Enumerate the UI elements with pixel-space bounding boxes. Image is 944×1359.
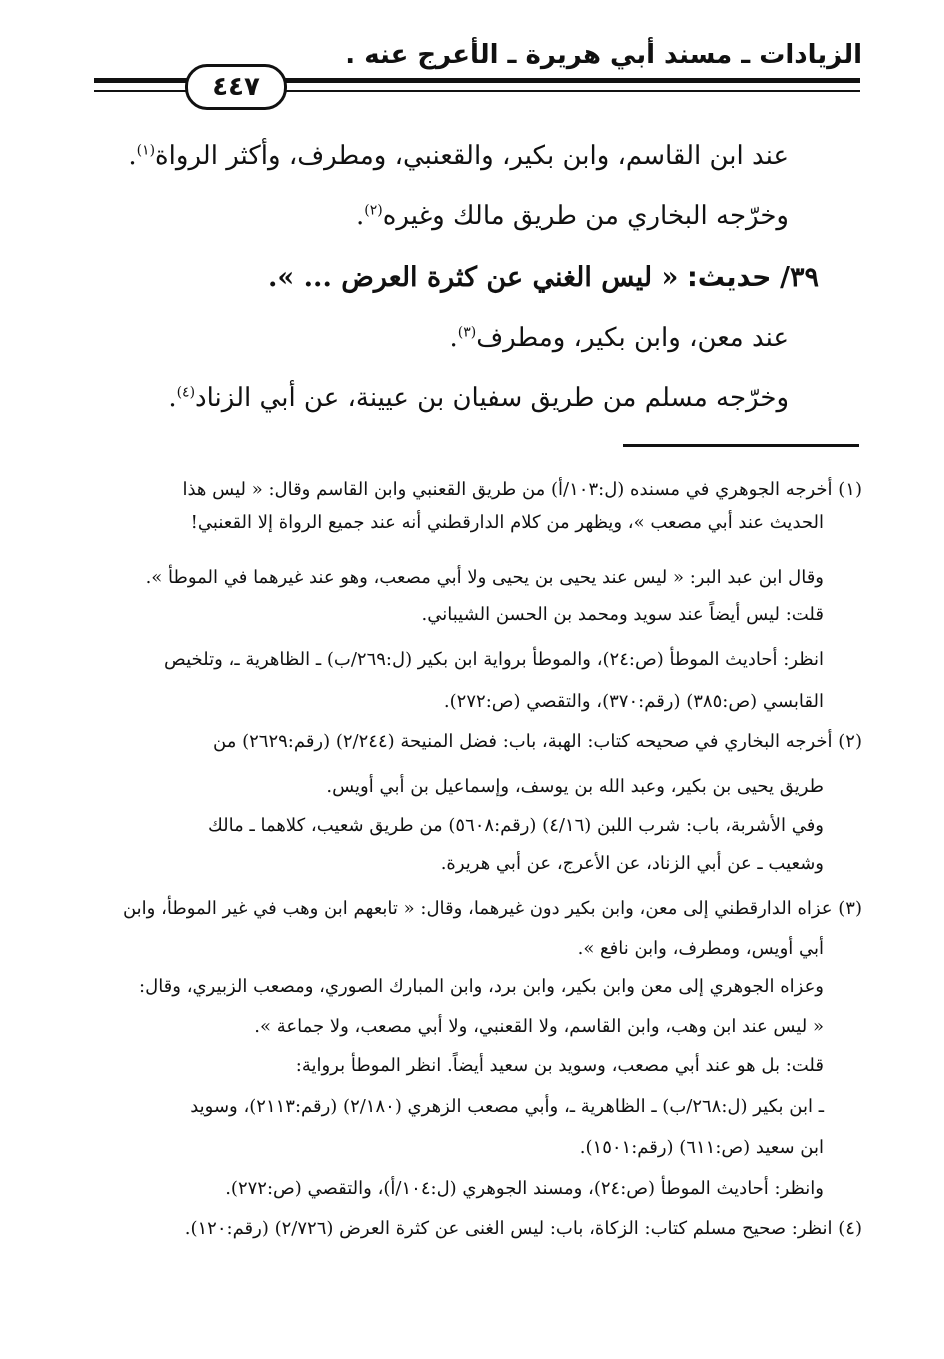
page-number: ٤٤٧: [185, 64, 287, 110]
footnote-4-line-1: (٤) انظر: صحيح مسلم كتاب: الزكاة، باب: ليس الغنى عن كثرة العرض (٢/٧٢٦) (رقم:١٢٠).: [184, 1218, 862, 1239]
footnote-ref-4[interactable]: (٤): [176, 384, 196, 401]
body-line-5: [168, 378, 789, 418]
footnote-3-line-4: « ليس عند ابن وهب، وابن القاسم، ولا القعنبي، ولا أبي مصعب، ولا جماعة ».: [254, 1016, 824, 1037]
hadith-heading: [268, 258, 819, 298]
body-line-1: [128, 136, 789, 176]
footnote-3-line-7: ابن سعيد (ص:٦١١) (رقم:١٥٠١).: [579, 1137, 824, 1158]
footnote-2-line-2: طريق يحيى بن بكير، وعبد الله بن يوسف، وإسماعيل بن أبي أويس.: [326, 776, 824, 797]
footnote-ref-2[interactable]: (٢): [364, 202, 383, 219]
footnote-1-line-5: انظر: أحاديث الموطأ (ص:٢٤)، والموطأ برواية ابن بكير (ل:٢٦٩/ب) ـ الظاهرية ـ، وتلخيص: [164, 649, 824, 670]
footnote-separator: [623, 444, 859, 447]
footnote-3-line-5: قلت: بل هو عند أبي مصعب، وسويد بن سعيد أيضاً. انظر الموطأ برواية:: [295, 1055, 824, 1076]
footnote-ref-3[interactable]: (٣): [457, 324, 477, 341]
body-line-4: [449, 318, 789, 358]
footnote-3-line-8: وانظر: أحاديث الموطأ (ص:٢٤)، ومسند الجوهري (ل:١٠٤/أ)، والتقصي (ص:٢٧٢).: [225, 1178, 824, 1199]
running-title: الزيادات ـ مسند أبي هريرة ـ الأعرج عنه .: [345, 40, 862, 70]
footnote-2-line-4: وشعيب ـ عن أبي الزناد، عن الأعرج، عن أبي هريرة.: [440, 853, 824, 874]
body-line-4-end: .: [449, 323, 458, 353]
body-line-1-text: عند ابن القاسم، وابن بكير، والقعنبي، ومطرف، وأكثر الرواة: [155, 141, 789, 171]
body-line-2: [356, 196, 789, 236]
body-line-1-end: .: [128, 141, 137, 171]
body-line-2-end: .: [356, 201, 365, 231]
footnote-ref-1[interactable]: (١): [136, 142, 156, 159]
body-line-5-end: .: [168, 383, 177, 413]
footnote-1-line-1: (١) أخرجه الجوهري في مسنده (ل:١٠٣/أ) من طريق القعنبي وابن القاسم وقال: « ليس هذا: [182, 479, 862, 500]
footnote-1-line-2: الحديث عند أبي مصعب »، ويظهر من كلام الدارقطني أنه عند جميع الرواة إلا القعنبي!: [190, 512, 824, 533]
body-line-2-text: وخرّجه البخاري من طريق مالك وغيره: [382, 201, 789, 231]
footnote-1-line-3: وقال ابن عبد البر: « ليس عند يحيى بن يحيى ولا أبي مصعب، وهو عند غيرهما في الموطأ ».: [145, 567, 824, 588]
hadith-number: ٣٩/: [780, 262, 819, 293]
footnote-3-line-6: ـ ابن بكير (ل:٢٦٨/ب) ـ الظاهرية ـ، وأبي مصعب الزهري (٢/١٨٠) (رقم:٢١١٣)، وسويد: [190, 1096, 824, 1117]
footnote-3-line-2: أبي أويس، ومطرف، وابن نافع ».: [577, 938, 824, 959]
footnote-1-line-6: القابسي (ص:٣٨٥) (رقم:٣٧٠)، والتقصي (ص:٢٧٢).: [443, 691, 824, 712]
footnote-1-line-4: قلت: ليس أيضاً عند سويد ومحمد بن الحسن الشيباني.: [421, 604, 824, 625]
footnote-2-line-1: (٢) أخرجه البخاري في صحيحه كتاب: الهبة، باب: فضل المنيحة (٢/٢٤٤) (رقم:٢٦٢٩) من: [213, 731, 862, 752]
footnote-3-line-3: وعزاه الجوهري إلى معن وابن بكير، وابن برد، وابن المبارك الصوري، ومصعب الزبيري، وقال:: [139, 976, 824, 997]
hadith-label: حديث:: [686, 262, 772, 293]
footnote-2-line-3: وفي الأشربة، باب: شرب اللبن (٤/١٦) (رقم:٥٦٠٨) من طريق شعيب، كلاهما ـ مالك: [208, 815, 824, 836]
hadith-text: « ليس الغني عن كثرة العرض ... ».: [267, 262, 679, 293]
footnote-3-line-1: (٣) عزاه الدارقطني إلى معن، وابن بكير دون غيرهما، وقال: « تابعهم ابن وهب في غير الموطأ، وابن: [122, 898, 862, 919]
body-line-5-text: وخرّجه مسلم من طريق سفيان بن عيينة، عن أبي الزناد: [195, 383, 789, 413]
body-line-4-text: عند معن، وابن بكير، ومطرف: [476, 323, 789, 353]
